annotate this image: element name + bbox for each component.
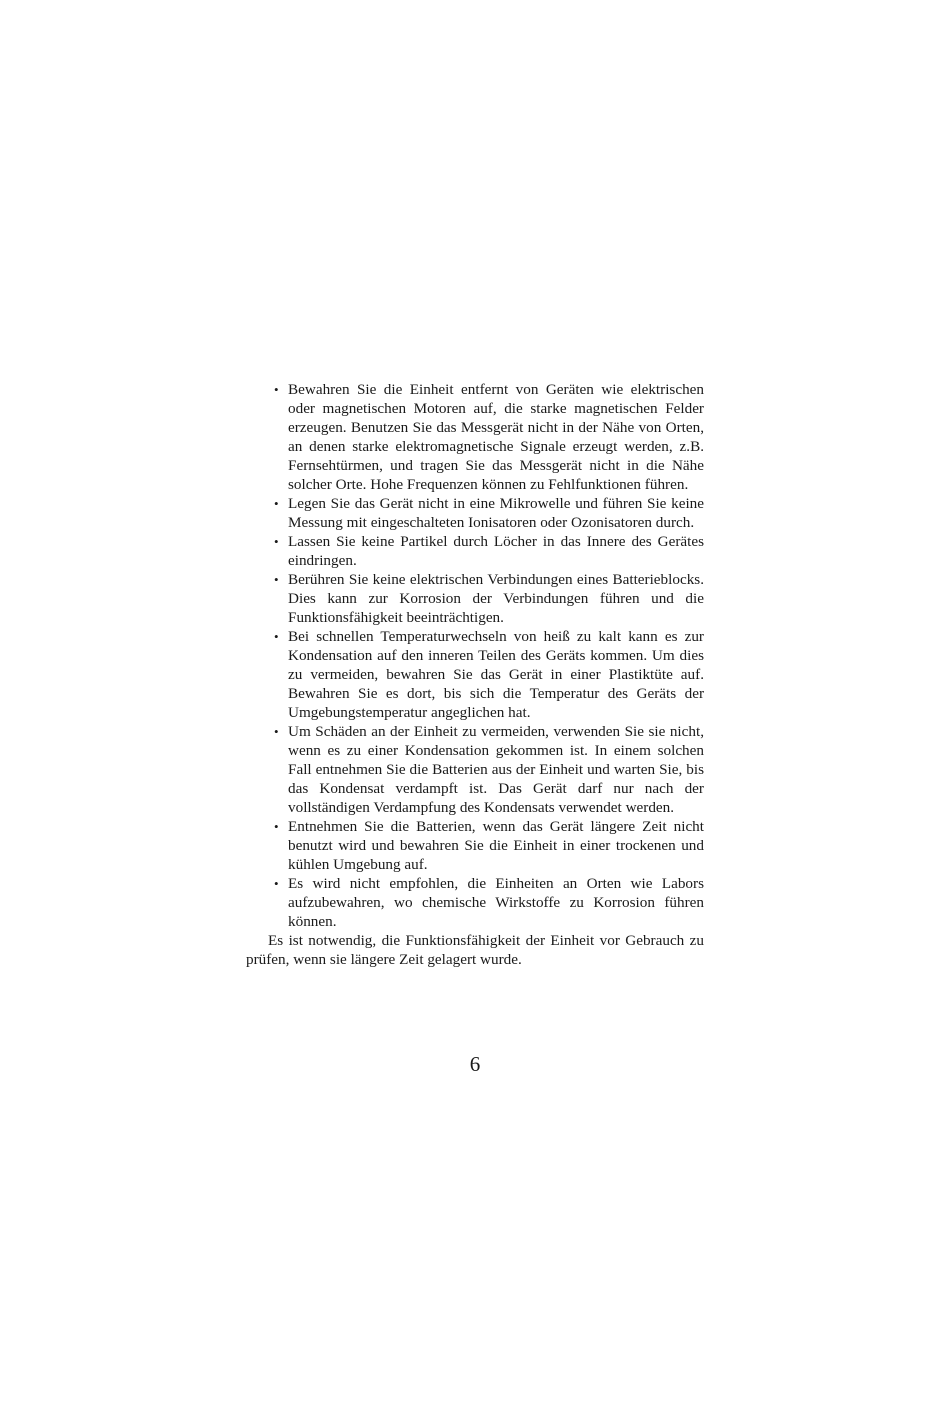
bullet-icon: •: [274, 819, 279, 834]
list-item: [246, 380, 704, 494]
list-item: [246, 874, 704, 931]
bullet-icon: •: [274, 629, 279, 644]
list-item-text: Berühren Sie keine elektrischen Verbindungen eines Batterieblocks. Dies kann zur Korrosion der Verbindungen führen und die Funktionsfähigkeit beeinträchtigen.: [288, 571, 704, 626]
list-item-text: Legen Sie das Gerät nicht in eine Mikrowelle und führen Sie keine Messung mit eingeschalteten Ionisatoren oder Ozonisatoren durch.: [288, 495, 704, 531]
list-item-text: Entnehmen Sie die Batterien, wenn das Gerät längere Zeit nicht benutzt wird und bewahren Sie die Einheit in einer trockenen und kühlen Umgebung auf.: [288, 818, 704, 873]
list-item: [246, 817, 704, 874]
list-item: [246, 722, 704, 817]
list-item-text: Bewahren Sie die Einheit entfernt von Geräten wie elektrischen oder magnetischen Motoren auf, die starke magnetischen Felder erzeugen. Benutzen Sie das Messgerät nicht in der Nähe von Orten, an denen starke elektromagnetische Signale erzeugt werden, z.B. Fernsehtürmen, und tragen Sie das Messgerät nicht in die Nähe solcher Orte. Hohe Frequenzen können zu Fehlfunktionen führen.: [288, 381, 704, 493]
bullet-icon: •: [274, 534, 279, 549]
bullet-icon: •: [274, 382, 279, 397]
list-item-text: Lassen Sie keine Partikel durch Löcher in das Innere des Gerätes eindringen.: [288, 533, 704, 569]
list-item-text: Es wird nicht empfohlen, die Einheiten an Orten wie Labors aufzubewahren, wo chemische Wirkstoffe zu Korrosion führen können.: [288, 875, 704, 930]
bullet-icon: •: [274, 876, 279, 891]
page-number: 6: [469, 1052, 481, 1076]
closing-paragraph: Es ist notwendig, die Funktionsfähigkeit der Einheit vor Gebrauch zu prüfen, wenn sie längere Zeit gelagert wurde.: [246, 932, 704, 968]
precautions-list: [246, 380, 704, 931]
bullet-icon: •: [274, 724, 279, 739]
list-item: [246, 494, 704, 532]
list-item-text: Um Schäden an der Einheit zu vermeiden, verwenden Sie sie nicht, wenn es zu einer Kondensation gekommen ist. In einem solchen Fall entnehmen Sie die Batterien aus der Einheit und warten Sie, bis das Kondensat verdampft ist. Das Gerät darf nur nach der vollständigen Verdampfung des Kondensats verwendet werden.: [288, 723, 704, 816]
list-item: [246, 570, 704, 627]
list-item-text: Bei schnellen Temperaturwechseln von heiß zu kalt kann es zur Kondensation auf den inneren Teilen des Geräts kommen. Um dies zu vermeiden, bewahren Sie das Gerät in einer Plastiktüte auf. Bewahren Sie es dort, bis sich die Temperatur des Geräts der Umgebungstemperatur angeglichen hat.: [288, 628, 704, 721]
bullet-icon: •: [274, 572, 279, 587]
list-item: [246, 532, 704, 570]
document-body: [246, 380, 704, 969]
bullet-icon: •: [274, 496, 279, 511]
list-item: [246, 627, 704, 722]
